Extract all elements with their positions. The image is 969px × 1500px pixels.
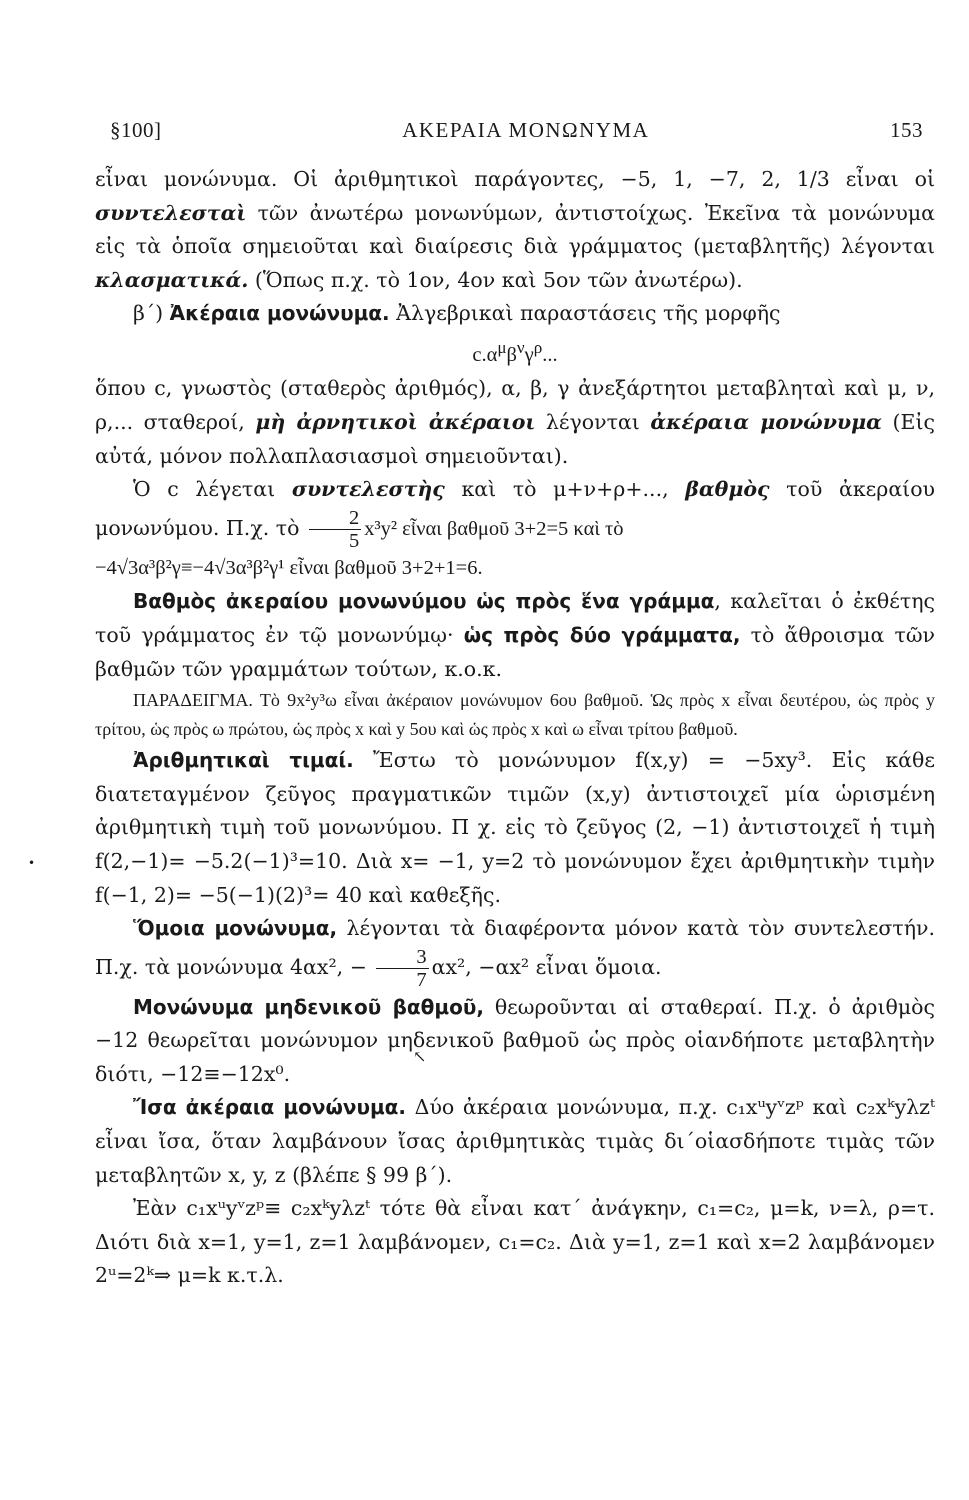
stray-dot-mark: • <box>28 856 36 870</box>
page-body <box>95 163 935 1293</box>
term-integer-monomials: ἀκέραια μονώνυμα <box>650 409 882 434</box>
text-run: αx², −αx² εἶναι ὅμοια. <box>431 954 662 979</box>
paragraph-definition <box>95 372 935 473</box>
paragraph-similar-monomials <box>95 912 935 991</box>
paragraph-equality-proof: Ἐὰν c₁xᵘyᵛzᵖ≡ c₂xᵏyλzᵗ τότε θὰ εἶναι κατ΄ ἀνάγκην, c₁=c₂, μ=k, ν=λ, ρ=τ. Διότι διὰ x=1, y=1, z=1 λαμβάνομεν, c₁=c₂. Διὰ y=1, z=1 καὶ x=2 λαμβάνομεν 2ᵘ=2ᵏ⇒ μ=k κ.τ.λ. <box>95 1196 935 1288</box>
term-non-negative-integers: μὴ ἀρνητικοὶ ἀκέραιοι <box>255 409 536 434</box>
paragraph-zero-degree <box>95 991 935 1092</box>
text-run: Ἔστω τὸ μονώνυμον f(x,y) = −5xy³. Εἰς κάθε διατεταγμένον ζεῦγος πραγματικῶν τιμῶν (x,y) ἀντιστοιχεῖ μία ὡρισμένη ἀριθμητικὴ τιμὴ τοῦ μονωνύμου. Π χ. εἰς τὸ ζεῦγος (2, −1) ἀντιστοιχεῖ ἡ τιμὴ f(2,−1)= −5.2(−1)³=10. Διὰ x= −1, y=2 τὸ μονώνυμον ἔχει ἀριθμητικὴν τιμὴν f(−1, 2)= −5(−1)(2)³= 40 καὶ καθεξῆς. <box>95 748 935 907</box>
formula-exponent: ρ <box>533 337 543 357</box>
fraction-denominator: 5 <box>348 529 360 552</box>
text-run: Δύο ἀκέραια μονώνυμα, π.χ. c₁xᵘyᵛzᵖ καὶ c₂xᵏyλzᵗ εἶναι ἴσα, ὅταν λαμβάνουν ἴσας ἀριθμητικὰς τιμὰς δι΄οἱασδήποτε τιμὰς τῶν μεταβλητῶν x, y, z (βλέπε § 99 β΄). <box>95 1095 935 1187</box>
text-run: (Ὅπως π.χ. τὸ 1ον, 4ον καὶ 5ον τῶν ἀνωτέρω). <box>248 267 743 292</box>
paragraph-equal-monomials <box>95 1091 935 1192</box>
text-run: εἶναι μονώνυμα. Οἱ ἀριθμητικοὶ παράγοντες, −5, 1, −7, 2, 1/3 εἶναι οἱ <box>95 167 935 191</box>
formula-part: β <box>506 343 517 366</box>
fraction-numerator: 3 <box>376 946 428 969</box>
running-title: ΑΚΕΡΑΙΑ ΜΟΝΩΝΥΜΑ <box>402 118 650 142</box>
general-form-formula <box>95 331 935 372</box>
paragraph-integer-monomials <box>95 297 935 331</box>
text-run: λέγονται <box>535 409 651 434</box>
formula-part: γ <box>524 343 534 366</box>
fraction-numerator: 2 <box>309 507 361 530</box>
heading-integer-monomials: Ἀκέραια μονώνυμα. <box>169 301 390 326</box>
text-run: καὶ τὸ μ+ν+ρ+..., <box>444 477 686 502</box>
term-degree: βαθμὸς <box>685 477 770 502</box>
heading-two-letters: ὡς πρὸς δύο γράμματα, <box>463 622 741 647</box>
heading-equal-monomials: Ἴσα ἀκέραια μονώνυμα. <box>133 1095 407 1120</box>
heading-zero-degree: Μονώνυμα μηδενικοῦ βαθμοῦ, <box>133 994 484 1019</box>
text-run: Ὁ c λέγεται <box>133 477 292 502</box>
fraction-two-fifths <box>309 507 361 552</box>
text-run: , καλεῖται ὁ ἐκθέτης τοῦ γράμματος ἐν τῷ μονωνύμῳ· <box>95 589 935 647</box>
page-number: 153 <box>890 118 923 142</box>
text-run: τοῦ ἀκεραίου μονωνύμου. Π.χ. τὸ <box>95 477 936 540</box>
heading-numeric-values: Ἀριθμητικαὶ τιμαί. <box>133 748 354 773</box>
example-paragraph: ΠΑΡΑΔΕΙΓΜΑ. Τὸ 9x²y³ω εἶναι ἀκέραιον μονώνυμον 6ου βαθμοῦ. Ὡς πρὸς x εἶναι δευτέρου, ὡς πρὸς y τρίτου, ὡς πρὸς ω πρώτου, ὡς πρὸς x καὶ y 5ου καὶ ὡς πρὸς x καὶ ω εἶναι τρίτου βαθμοῦ. <box>95 690 935 740</box>
term-coefficient: συντελεστὴς <box>291 477 445 502</box>
formula-part: ... <box>542 343 558 366</box>
text-run: ὅπου c, γνωστὸς (σταθερὸς ἀριθμός), α, β, γ ἀνεξάρτητοι μεταβληταὶ καὶ μ, ν, ρ,... σταθεροί, <box>95 376 935 434</box>
paragraph-numeric-values <box>95 744 935 912</box>
book-page <box>95 118 935 1293</box>
degree-example-formula: −4√3α³β²γ≡−4√3α³β²γ¹ εἶναι βαθμοῦ 3+2+1=6. <box>95 556 483 579</box>
fraction-denominator: 7 <box>416 968 427 991</box>
text-run: θεωροῦνται αἱ σταθεραί. Π.χ. ὁ ἀριθμὸς −12 θεωρεῖται μονώνυμον μηδενικοῦ βαθμοῦ ὡς πρὸς οἱανδήποτε μεταβλητὴν διότι, −12≡−12x⁰. <box>95 994 936 1086</box>
paragraph-coefficients <box>95 163 935 297</box>
fraction-three-sevenths <box>376 946 428 991</box>
page-header <box>95 118 935 143</box>
text-run: x³y² εἶναι βαθμοῦ 3+2=5 καὶ τὸ <box>364 517 624 540</box>
paragraph-degree-per-letter <box>95 585 935 686</box>
text-run: β΄) <box>133 301 170 326</box>
heading-degree-per-letter: Βαθμὸς ἀκεραίου μονωνύμου ὡς πρὸς ἕνα γράμμα <box>133 589 715 614</box>
term-fractional: κλασματικά. <box>95 267 249 292</box>
text-run: τῶν ἀνωτέρω μονωνύμων, ἀντιστοίχως. Ἐκεῖνα τὰ μονώνυμα εἰς τὰ ὁποῖα σημειοῦται καὶ διαίρεσις διὰ γράμματος (μεταβλητῆς) λέγονται <box>95 200 935 259</box>
text-run: τὸ ἄθροισμα τῶν βαθμῶν τῶν γραμμάτων τούτων, κ.ο.κ. <box>95 622 935 681</box>
formula-exponent: ν <box>516 337 525 357</box>
text-run: Ἀλγεβρικαὶ παραστάσεις τῆς μορφῆς <box>389 301 781 326</box>
heading-similar-monomials: Ὅμοια μονώνυμα, <box>133 916 338 941</box>
text-run: λέγονται τὰ διαφέροντα μόνον κατὰ τὸν συντελεστήν. Π.χ. τὰ μονώνυμα 4αx², − <box>95 916 935 979</box>
formula-part: c.α <box>472 343 498 366</box>
formula-exponent: μ <box>497 337 507 357</box>
text-run: (Εἰς αὐτά, μόνον πολλαπλασιασμοὶ σημειοῦνται). <box>95 409 935 468</box>
paragraph-degree <box>95 473 935 552</box>
term-coefficients: συντελεσταὶ <box>95 200 247 225</box>
stray-tick-mark: ↖ <box>413 1047 427 1066</box>
section-reference: §100] <box>110 118 162 142</box>
